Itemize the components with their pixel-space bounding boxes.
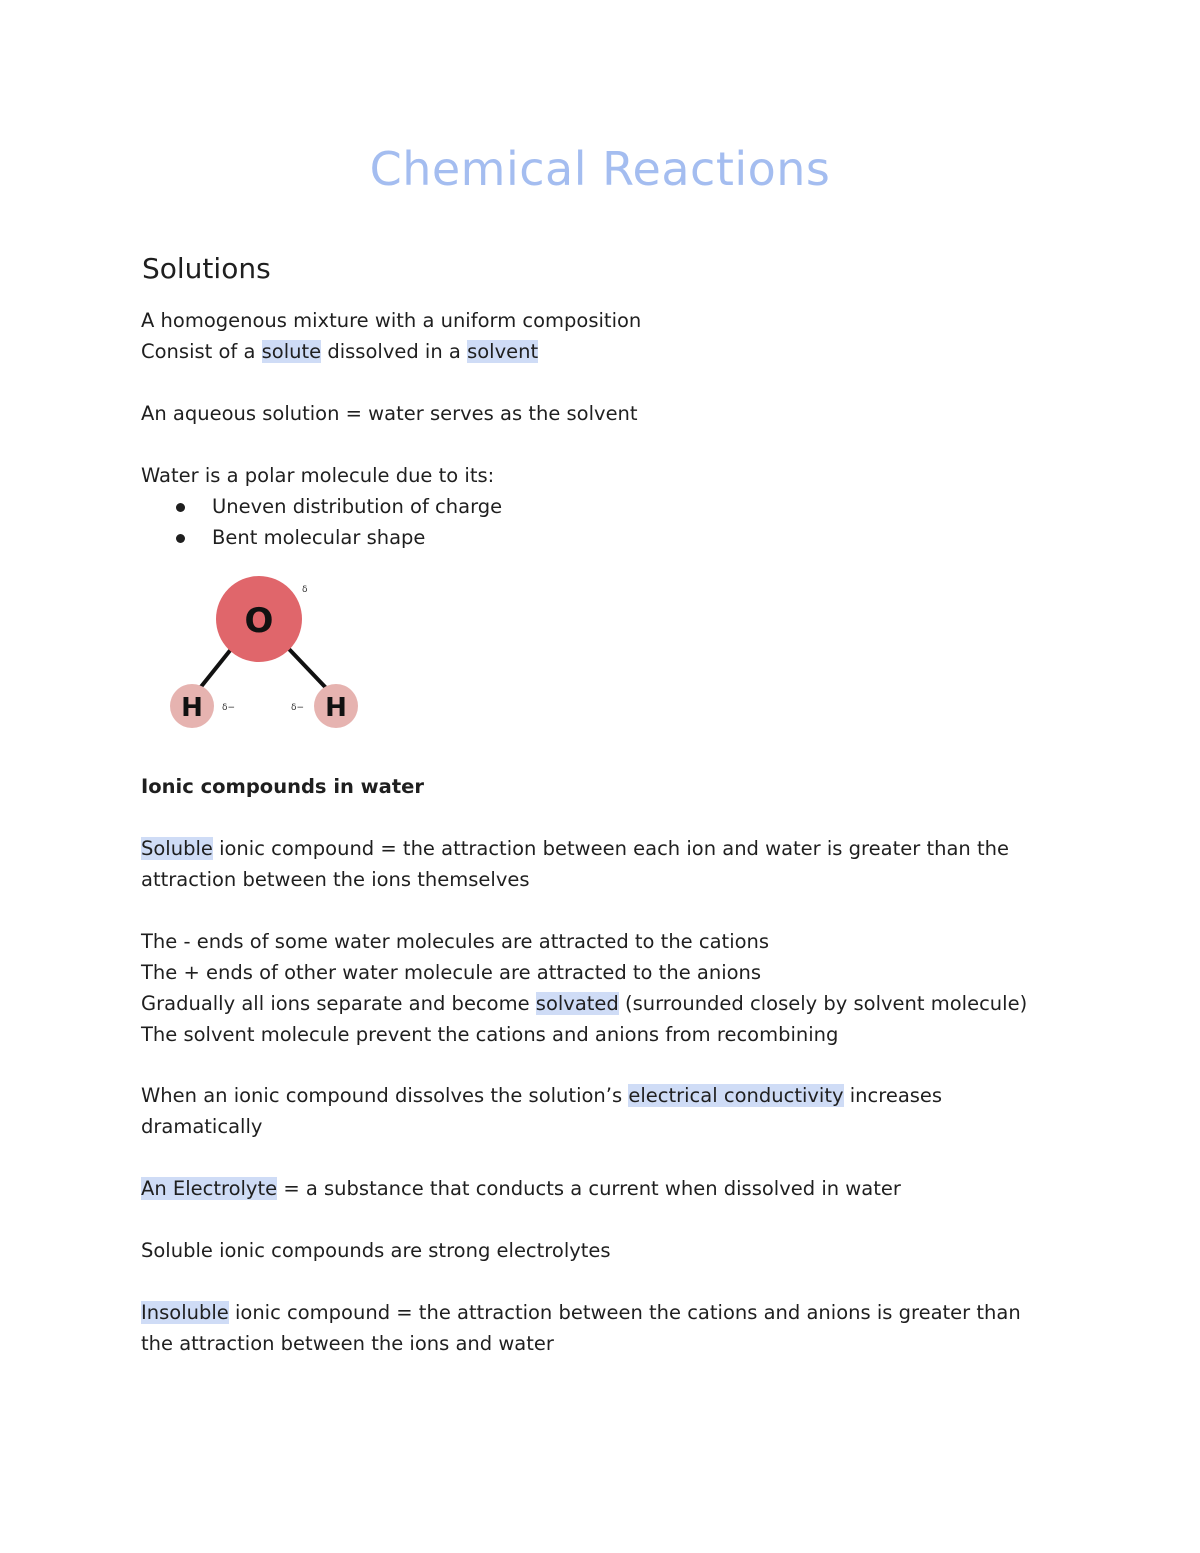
highlight-solute: solute: [261, 340, 322, 363]
text-fragment: (surrounded closely by solvent molecule): [618, 992, 1028, 1015]
prevent-line: The solvent molecule prevent the cations and anions from recombining: [141, 1023, 839, 1046]
bullet-item: Uneven distribution of charge: [212, 495, 503, 518]
text-fragment: = a substance that conducts a current when dissolved in water: [277, 1177, 901, 1200]
conductivity-line-continued: dramatically: [141, 1115, 263, 1138]
text-fragment: increases: [843, 1084, 943, 1107]
highlight-solvated: solvated: [535, 992, 619, 1015]
highlight-soluble: Soluble: [141, 837, 213, 860]
bond-left: [200, 648, 232, 688]
soluble-line: [141, 833, 1009, 864]
highlight-electrical-conductivity: electrical conductivity: [628, 1084, 844, 1107]
definition-line: A homogenous mixture with a uniform composition: [141, 309, 642, 332]
text-fragment: dissolved in a: [321, 340, 468, 363]
soluble-line-continued: attraction between the ions themselves: [141, 868, 530, 891]
section-heading-ionic: Ionic compounds in water: [141, 775, 425, 798]
page-title: Chemical Reactions: [369, 142, 831, 196]
hydrogen-label-right: H: [325, 693, 347, 723]
text-fragment: Consist of a: [141, 340, 262, 363]
bullet-dot: [176, 534, 185, 543]
bullet-item: Bent molecular shape: [212, 526, 426, 549]
aqueous-line: An aqueous solution = water serves as the solvent: [141, 402, 638, 425]
text-fragment: ionic compound = the attraction between the cations and anions is greater than: [228, 1301, 1021, 1324]
solute-solvent-line: [141, 336, 538, 367]
bond-right: [288, 648, 328, 690]
polar-line: Water is a polar molecule due to its:: [141, 464, 495, 487]
hydrogen-label-left: H: [181, 693, 203, 723]
bullet-dot: [176, 503, 185, 512]
solvated-line: [141, 988, 1027, 1019]
conductivity-line: [141, 1080, 942, 1111]
highlight-insoluble: Insoluble: [141, 1301, 229, 1324]
electrolyte-line: [141, 1173, 901, 1204]
negative-ends-line: The - ends of some water molecules are attracted to the cations: [141, 930, 770, 953]
insoluble-line-continued: the attraction between the ions and water: [141, 1332, 554, 1355]
strong-electrolytes-line: Soluble ionic compounds are strong electrolytes: [141, 1239, 611, 1262]
insoluble-line: [141, 1297, 1021, 1328]
positive-ends-line: The + ends of other water molecule are attracted to the anions: [141, 961, 762, 984]
water-molecule-diagram: [160, 570, 380, 740]
text-fragment: ionic compound = the attraction between each ion and water is greater than the: [212, 837, 1009, 860]
highlight-electrolyte: An Electrolyte: [141, 1177, 278, 1200]
section-heading-solutions: Solutions: [142, 252, 271, 285]
oxygen-label: O: [244, 601, 274, 641]
partial-charge-right: δ−: [291, 703, 305, 713]
partial-charge-top: δ: [302, 585, 308, 595]
highlight-solvent: solvent: [467, 340, 539, 363]
text-fragment: When an ionic compound dissolves the solution’s: [141, 1084, 629, 1107]
text-fragment: Gradually all ions separate and become: [141, 992, 536, 1015]
partial-charge-left: δ−: [222, 703, 236, 713]
